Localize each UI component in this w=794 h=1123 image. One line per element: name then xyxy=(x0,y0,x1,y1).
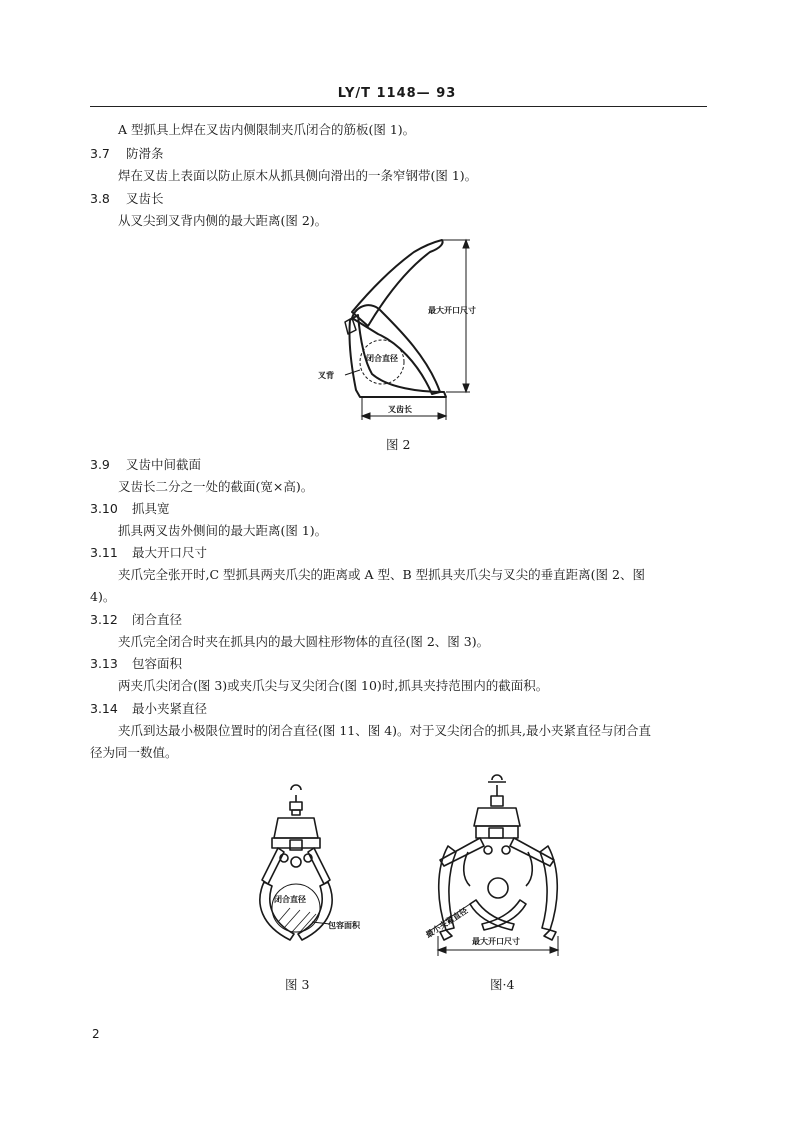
section-3-11-number: 3.11 xyxy=(90,545,118,560)
fig3-label-contained-area: 包容面积 xyxy=(328,921,360,930)
section-3-13-title: 包容面积 xyxy=(132,656,183,671)
fig4-label-max-opening: 最大开口尺寸 xyxy=(472,937,520,946)
document-code-header: LY/T 1148— 93 xyxy=(337,86,457,101)
section-3-12-number: 3.12 xyxy=(90,612,118,627)
section-3-12-body: 夹爪完全闭合时夹在抓具内的最大圆柱形物体的直径(图 2、图 3)。 xyxy=(118,634,490,649)
fig4-label-min-clamp: 最小夹紧直径 xyxy=(424,905,470,940)
section-3-8-body: 从叉尖到叉背内侧的最大距离(图 2)。 xyxy=(118,213,328,228)
section-3-14-number: 3.14 xyxy=(90,701,118,716)
section-3-9-title: 叉齿中间截面 xyxy=(126,457,202,472)
section-3-9-body: 叉齿长二分之一处的截面(宽×高)。 xyxy=(118,479,314,494)
fig2-label-closing-diameter: 闭合直径 xyxy=(366,354,398,363)
figure-2-caption: 图 2 xyxy=(386,437,411,452)
section-3-8-title: 叉齿长 xyxy=(126,191,164,206)
intro-paragraph: A 型抓具上焊在叉齿内侧限制夹爪闭合的筋板(图 1)。 xyxy=(118,122,416,137)
fig2-label-fork-back: 叉背 xyxy=(318,371,334,380)
section-3-10-title: 抓具宽 xyxy=(132,501,170,516)
section-3-7-body: 焊在叉齿上表面以防止原木从抓具侧向滑出的一条窄钢带(图 1)。 xyxy=(118,168,478,183)
section-3-11-title: 最大开口尺寸 xyxy=(132,545,208,560)
section-3-14-body-line2: 径为同一数值。 xyxy=(90,745,178,760)
section-3-12-title: 闭合直径 xyxy=(132,612,183,627)
section-3-14-body-line1: 夹爪到达最小极限位置时的闭合直径(图 11、图 4)。对于叉尖闭合的抓具,最小夹紧直径与闭合直 xyxy=(118,723,652,738)
section-3-7-number: 3.7 xyxy=(90,146,110,161)
section-3-13-number: 3.13 xyxy=(90,656,118,671)
fig2-label-fork-length: 叉齿长 xyxy=(388,405,412,414)
fig3-label-closing-diameter: 闭合直径 xyxy=(274,895,306,904)
figure-3-caption: 图 3 xyxy=(285,977,310,992)
fig2-label-max-opening: 最大开口尺寸 xyxy=(428,306,476,315)
section-3-10-number: 3.10 xyxy=(90,501,118,516)
section-3-8-number: 3.8 xyxy=(90,191,110,206)
section-3-11-body-line2: 4)。 xyxy=(90,589,116,604)
page-number: 2 xyxy=(92,1027,100,1041)
section-3-13-body: 两夹爪尖闭合(图 3)或夹爪尖与叉尖闭合(图 10)时,抓具夹持范围内的截面积。 xyxy=(118,678,549,693)
section-3-9-number: 3.9 xyxy=(90,457,110,472)
section-3-10-body: 抓具两叉齿外侧间的最大距离(图 1)。 xyxy=(118,523,328,538)
section-3-7-title: 防滑条 xyxy=(126,146,164,161)
section-3-14-title: 最小夹紧直径 xyxy=(132,701,208,716)
figure-4-caption: 图·4 xyxy=(490,977,515,992)
section-3-11-body-line1: 夹爪完全张开时,C 型抓具两夹爪尖的距离或 A 型、B 型抓具夹爪尖与叉尖的垂直距离(图 2、图 xyxy=(118,567,645,582)
